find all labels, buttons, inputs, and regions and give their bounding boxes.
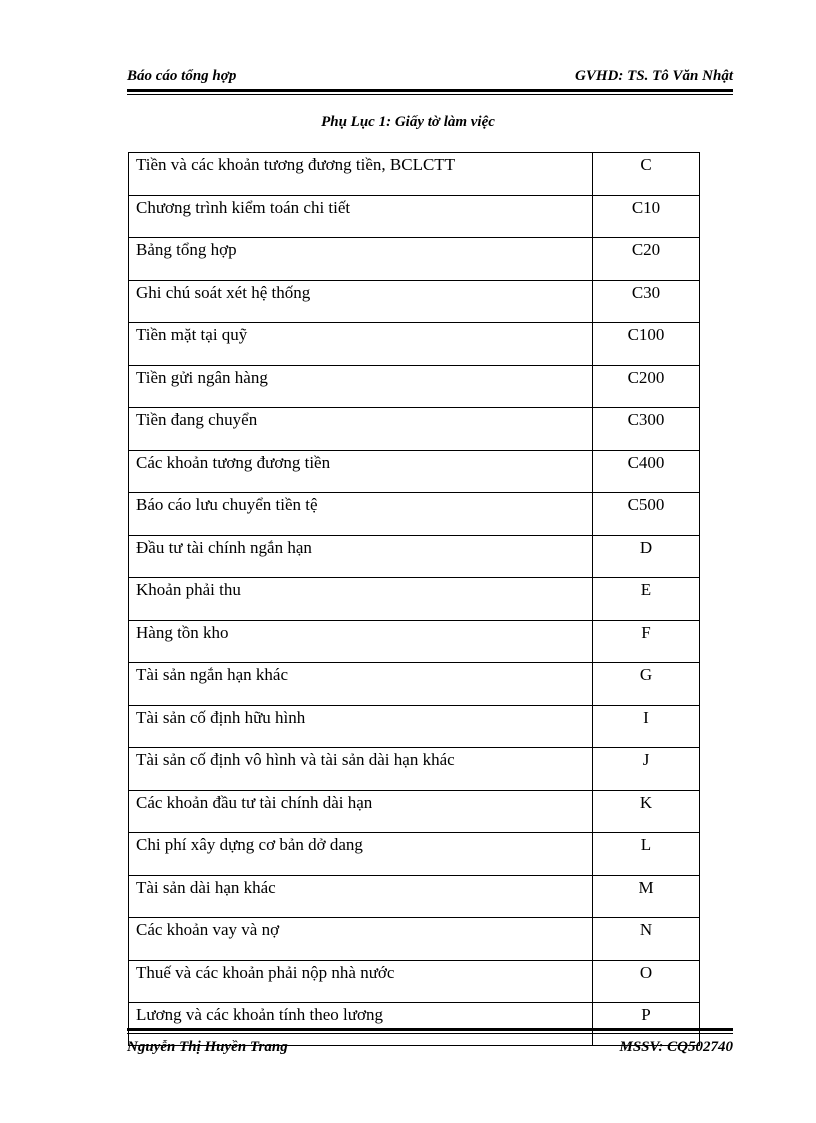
row-item-name: Thuế và các khoản phải nộp nhà nước bbox=[129, 960, 593, 1003]
table-row bbox=[129, 748, 700, 791]
row-item-name: Chi phí xây dựng cơ bản dở dang bbox=[129, 833, 593, 876]
table-row bbox=[129, 280, 700, 323]
row-item-code: I bbox=[593, 705, 700, 748]
table-row bbox=[129, 195, 700, 238]
row-item-code: C bbox=[593, 153, 700, 196]
header-report-title: Báo cáo tổng hợp bbox=[127, 68, 237, 84]
table-body bbox=[129, 153, 700, 1046]
working-papers-table bbox=[128, 152, 700, 1046]
header-rule-thick bbox=[127, 89, 733, 92]
table-row bbox=[129, 323, 700, 366]
row-item-code: C300 bbox=[593, 408, 700, 451]
table-row bbox=[129, 450, 700, 493]
row-item-name: Các khoản tương đương tiền bbox=[129, 450, 593, 493]
row-item-name: Ghi chú soát xét hệ thống bbox=[129, 280, 593, 323]
table-row bbox=[129, 365, 700, 408]
row-item-code: C20 bbox=[593, 238, 700, 281]
row-item-code: N bbox=[593, 918, 700, 961]
footer-student-id: MSSV: CQ502740 bbox=[619, 1039, 733, 1055]
row-item-name: Tiền và các khoản tương đương tiền, BCLCTT bbox=[129, 153, 593, 196]
appendix-title: Phụ Lục 1: Giấy tờ làm việc bbox=[321, 114, 495, 130]
row-item-name: Bảng tổng hợp bbox=[129, 238, 593, 281]
table-row bbox=[129, 408, 700, 451]
row-item-code: F bbox=[593, 620, 700, 663]
table-row bbox=[129, 620, 700, 663]
row-item-name: Báo cáo lưu chuyển tiền tệ bbox=[129, 493, 593, 536]
row-item-code: K bbox=[593, 790, 700, 833]
row-item-name: Tài sản ngắn hạn khác bbox=[129, 663, 593, 706]
row-item-code: D bbox=[593, 535, 700, 578]
row-item-code: C500 bbox=[593, 493, 700, 536]
row-item-name: Các khoản đầu tư tài chính dài hạn bbox=[129, 790, 593, 833]
row-item-code: C30 bbox=[593, 280, 700, 323]
row-item-name: Chương trình kiểm toán chi tiết bbox=[129, 195, 593, 238]
table-row bbox=[129, 790, 700, 833]
row-item-name: Tài sản cố định hữu hình bbox=[129, 705, 593, 748]
row-item-code: P bbox=[593, 1003, 700, 1046]
table-row bbox=[129, 578, 700, 621]
table-row bbox=[129, 875, 700, 918]
row-item-code: C100 bbox=[593, 323, 700, 366]
row-item-name: Khoản phải thu bbox=[129, 578, 593, 621]
table-row bbox=[129, 535, 700, 578]
row-item-code: C400 bbox=[593, 450, 700, 493]
row-item-name: Các khoản vay và nợ bbox=[129, 918, 593, 961]
table-row bbox=[129, 833, 700, 876]
table-row bbox=[129, 238, 700, 281]
table-row bbox=[129, 663, 700, 706]
row-item-code: O bbox=[593, 960, 700, 1003]
footer-author: Nguyễn Thị Huyền Trang bbox=[127, 1039, 288, 1055]
row-item-name: Hàng tồn kho bbox=[129, 620, 593, 663]
page-footer bbox=[127, 1039, 733, 1059]
table-row bbox=[129, 153, 700, 196]
row-item-code: C10 bbox=[593, 195, 700, 238]
row-item-name: Đầu tư tài chính ngắn hạn bbox=[129, 535, 593, 578]
table-row bbox=[129, 493, 700, 536]
row-item-name: Tiền đang chuyển bbox=[129, 408, 593, 451]
row-item-code: E bbox=[593, 578, 700, 621]
row-item-name: Tiền mặt tại quỹ bbox=[129, 323, 593, 366]
row-item-code: C200 bbox=[593, 365, 700, 408]
row-item-name: Tiền gửi ngân hàng bbox=[129, 365, 593, 408]
footer-rule-thin bbox=[127, 1033, 733, 1034]
row-item-name: Tài sản dài hạn khác bbox=[129, 875, 593, 918]
table-row bbox=[129, 705, 700, 748]
row-item-code: M bbox=[593, 875, 700, 918]
page-header bbox=[127, 68, 733, 88]
footer-rule-thick bbox=[127, 1028, 733, 1031]
table-row bbox=[129, 918, 700, 961]
row-item-code: G bbox=[593, 663, 700, 706]
row-item-code: L bbox=[593, 833, 700, 876]
row-item-code: J bbox=[593, 748, 700, 791]
table-row bbox=[129, 960, 700, 1003]
row-item-name: Tài sản cố định vô hình và tài sản dài hạn khác bbox=[129, 748, 593, 791]
header-supervisor: GVHD: TS. Tô Văn Nhật bbox=[575, 68, 733, 84]
header-rule-thin bbox=[127, 94, 733, 95]
row-item-name: Lương và các khoản tính theo lương bbox=[129, 1003, 593, 1046]
